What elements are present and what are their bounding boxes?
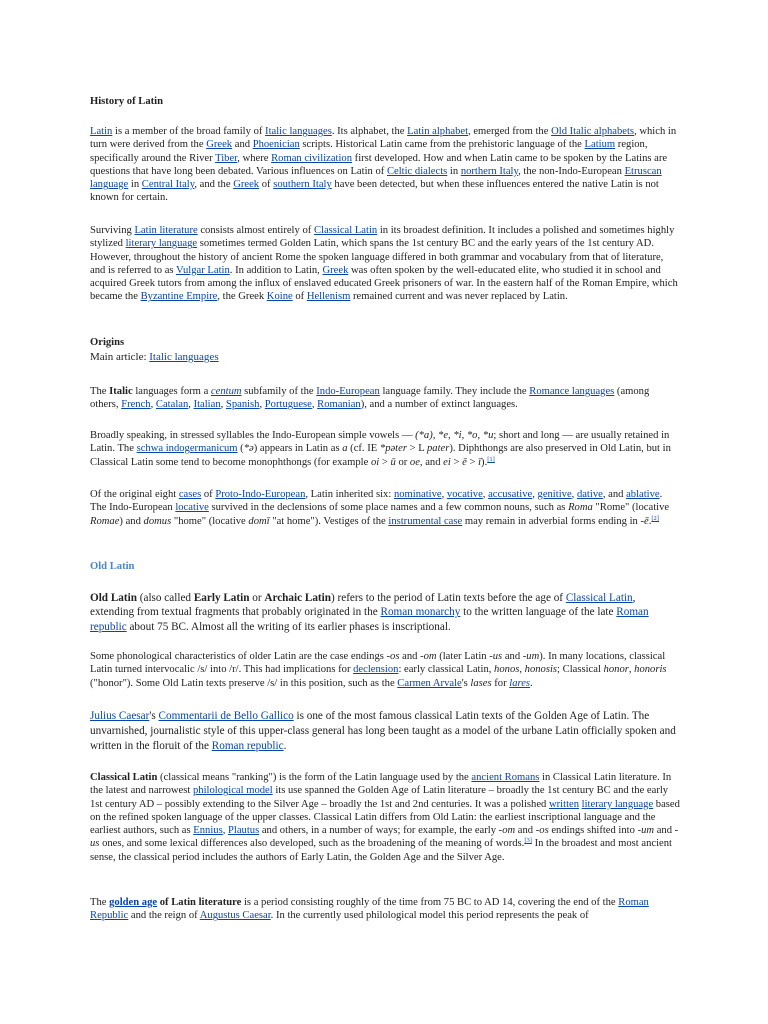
link-greek[interactable]: Greek (206, 139, 233, 151)
link-literary-language-2[interactable]: literary language (581, 798, 654, 810)
link-latin-literature[interactable]: Latin literature (134, 225, 198, 236)
link-carmen-arvale[interactable]: Carmen Arvale (397, 677, 462, 689)
caesar-paragraph: Julius Caesar's Commentarii de Bello Gallico is one of the most famous classical Latin texts of the Golden Age of Latin. The unvarnished, journalistic style of this upper-class general has long been taught as a model of the urbane Latin officially spoken and written in the floruit of the Roman republic. (90, 710, 676, 752)
old-latin-paragraph: Old Latin (also called Early Latin or Archaic Latin) refers to the period of Latin texts before the age of Classical Latin, extending from textual fragments that probably originated in the Roman monarchy to the written language of the late Roman republic about 75 BC. Almost all the writing of its earlier phases is inscriptional. (90, 592, 649, 633)
link-ennius[interactable]: Ennius (193, 825, 223, 837)
link-northern-italy[interactable]: northern Italy (460, 165, 519, 177)
link-golden-age[interactable]: golden age (109, 897, 158, 908)
link-roman-republic[interactable]: Roman republic (90, 606, 649, 633)
italic-paragraph: The Italic languages form a centum subfamily of the Indo-European language family. They include the Romance languages (among others, French, Catalan, Italian, Spanish, Portuguese, Romanian), and a number of extinct languages. (90, 386, 650, 411)
link-declension[interactable]: declension (353, 664, 399, 676)
link-roman-civilization[interactable]: Roman civilization (271, 152, 353, 164)
link-proto-indo-european[interactable]: Proto-Indo-European (215, 489, 306, 500)
link-roman-republic-3[interactable]: Roman Republic (90, 897, 649, 922)
link-hellenism[interactable]: Hellenism (306, 291, 351, 303)
old-latin-heading: Old Latin (90, 561, 135, 572)
link-instrumental-case[interactable]: instrumental case (388, 515, 463, 527)
literature-paragraph: Surviving Latin literature consists almost entirely of Classical Latin in its broadest definition. It includes a polished and sometimes highly stylized literary language sometimes termed Golden Latin, which spans the 1st century BC and the early years of the 1st century AD. However, throughout the history of ancient Rome the spoken language differed in both grammar and vocabulary from that of literature, and is referred to as Vulgar Latin. In addition to Latin, Greek was often spoken by the well-educated elite, who studied it in school and acquired Greek tutors from among the influx of enslaved educated Greek prisoners of war. In the eastern half of the Roman Empire, which became the Byzantine Empire, the Greek Koine of Hellenism remained current and was never replaced by Latin. (90, 225, 678, 303)
link-main-italic-languages[interactable]: Italic languages (149, 351, 219, 363)
link-centum[interactable]: centum (210, 386, 242, 397)
link-koine[interactable]: Koine (266, 291, 293, 303)
link-greek-2[interactable]: Greek (233, 179, 260, 191)
link-classical-latin[interactable]: Classical Latin (313, 225, 378, 236)
link-plautus[interactable]: Plautus (228, 825, 260, 837)
link-vulgar-latin[interactable]: Vulgar Latin (176, 264, 230, 276)
link-indo-european[interactable]: Indo-European (316, 386, 380, 397)
golden-age-paragraph: The golden age of Latin literature is a period consisting roughly of the time from 75 BC to AD 14, covering the end of the Roman Republic and the reign of Augustus Caesar. In the currently used philological model this period represents the peak of (90, 897, 649, 922)
link-roman-monarchy[interactable]: Roman monarchy (380, 606, 461, 619)
link-portuguese[interactable]: Portuguese (264, 399, 312, 411)
link-italic-languages[interactable]: Italic languages (265, 126, 332, 137)
link-schwa-indogermanicum[interactable]: schwa indogermanicum (136, 443, 238, 455)
link-classical-latin-2[interactable]: Classical Latin (565, 592, 633, 604)
link-genitive[interactable]: genitive (537, 489, 572, 500)
link-vocative[interactable]: vocative (446, 489, 483, 500)
vowels-paragraph: Broadly speaking, in stressed syllables the Indo-European simple vowels — (*a), *e, *i, *o, *u; short and long — are usually retained in Latin. The schwa indogermanicum (*ə) appears in Latin as a (cf. IE *pəter > L pater). Diphthongs are also preserved in Old Latin, but in Classical Latin some tend to become monophthongs (for example oi > ū or oe, and ei > ē > ī).[1] (90, 430, 671, 468)
link-latium[interactable]: Latium (584, 139, 616, 151)
link-ablative[interactable]: ablative (626, 489, 660, 500)
link-written[interactable]: written (549, 798, 580, 810)
link-romanian[interactable]: Romanian (317, 399, 361, 411)
link-ancient-romans[interactable]: ancient Romans (471, 772, 540, 783)
link-southern-italy[interactable]: southern Italy (273, 179, 332, 191)
link-locative[interactable]: locative (175, 502, 209, 514)
link-french[interactable]: French (121, 399, 151, 411)
link-julius-caesar[interactable]: Julius Caesar (90, 710, 150, 722)
ref-3[interactable]: [3] (524, 837, 532, 845)
ref-1[interactable]: [1] (487, 455, 495, 463)
link-romance-languages[interactable]: Romance languages (529, 386, 615, 397)
link-cases[interactable]: cases (178, 489, 202, 500)
link-phoenician[interactable]: Phoenician (252, 139, 300, 151)
link-latin[interactable]: Latin (90, 126, 113, 137)
link-roman-republic-2[interactable]: Roman republic (211, 739, 284, 752)
origins-heading: Origins (90, 337, 125, 348)
link-spanish[interactable]: Spanish (225, 399, 260, 411)
intro-paragraph: Latin is a member of the broad family of Italic languages. Its alphabet, the Latin alphabet, emerged from the Old Italic alphabets, which in turn were derived from the Greek and Phoenician scripts. Historical Latin came from the prehistoric language of the Latium region, specifically around the River Tiber, where Roman civilization first developed. How and when Latin came to be spoken by the Latins are questions that have long been debated. Various influences on Latin of Celtic dialects in northern Italy, the non-Indo-European Etruscan language in Central Italy, and the Greek of southern Italy have been detected, but when these influences entered the native Latin is not known for certain. (90, 126, 677, 204)
phonology-paragraph: Some phonological characteristics of older Latin are the case endings -os and -om (later Latin -us and -um). In many locations, classical Latin turned intervocalic /s/ into /r/. This had implications for declension: early classical Latin, honos, honosis; Classical honor, honoris ("honor"). Some Old Latin texts preserve /s/ in this position, such as the Carmen Arvale's lases for lares. (90, 651, 667, 689)
link-nominative[interactable]: nominative (393, 489, 442, 500)
link-tiber[interactable]: Tiber (215, 152, 238, 164)
link-philological-model[interactable]: philological model (192, 785, 273, 797)
link-italian[interactable]: Italian (193, 399, 221, 411)
link-etruscan-language[interactable]: Etruscan language (90, 165, 662, 191)
link-byzantine-empire[interactable]: Byzantine Empire (140, 291, 218, 303)
main-article-note: Main article: Italic languages (90, 351, 219, 363)
cases-paragraph: Of the original eight cases of Proto-Indo-European, Latin inherited six: nominative, vocative, accusative, genitive, dative, and ablative. The Indo-European locative survived in the declensions of some place names and a few common nouns, such as Roma "Rome" (locative Romae) and domus "home" (locative domī "at home"). Vestiges of the instrumental case may remain in adverbial forms ending in -ē.[2] (90, 489, 670, 527)
link-commentarii[interactable]: Commentarii de Bello Gallico (158, 710, 294, 722)
page-title: History of Latin (90, 96, 163, 107)
link-old-italic-alphabets[interactable]: Old Italic alphabets (551, 126, 635, 137)
link-greek-3[interactable]: Greek (322, 264, 349, 276)
link-dative[interactable]: dative (576, 489, 603, 500)
ref-2[interactable]: [2] (651, 514, 659, 522)
link-literary-language[interactable]: literary language (125, 238, 198, 250)
link-accusative[interactable]: accusative (488, 489, 533, 500)
link-augustus-caesar[interactable]: Augustus Caesar (199, 910, 271, 922)
link-central-italy[interactable]: Central Italy (141, 179, 195, 191)
classical-latin-paragraph: Classical Latin (classical means "ranking") is the form of the Latin language used by the ancient Romans in Classical Latin literature. In the latest and narrowest philological model its use spanned the Golden Age of Latin literature – broadly the 1st century BC and the early 1st century AD – possibly extending to the Silver Age – broadly the 1st and 2nd centuries. It was a polished written literary language based on the refined spoken language of the upper classes. Classical Latin differs from Old Latin: the earliest inscriptional language and the earliest authors, such as Ennius, Plautus and others, in a number of ways; for example, the early -om and -os endings shifted into -um and -us ones, and some lexical differences also developed, such as the broadening of the meaning of words.[3] In the broadest and most ancient sense, the classical period includes the authors of Early Latin, the Golden Age and the Silver Age. (90, 772, 680, 863)
link-celtic-dialects[interactable]: Celtic dialects (386, 165, 448, 177)
link-catalan[interactable]: Catalan (155, 399, 189, 411)
link-lares[interactable]: lares (509, 677, 531, 689)
link-latin-alphabet[interactable]: Latin alphabet (407, 126, 469, 137)
